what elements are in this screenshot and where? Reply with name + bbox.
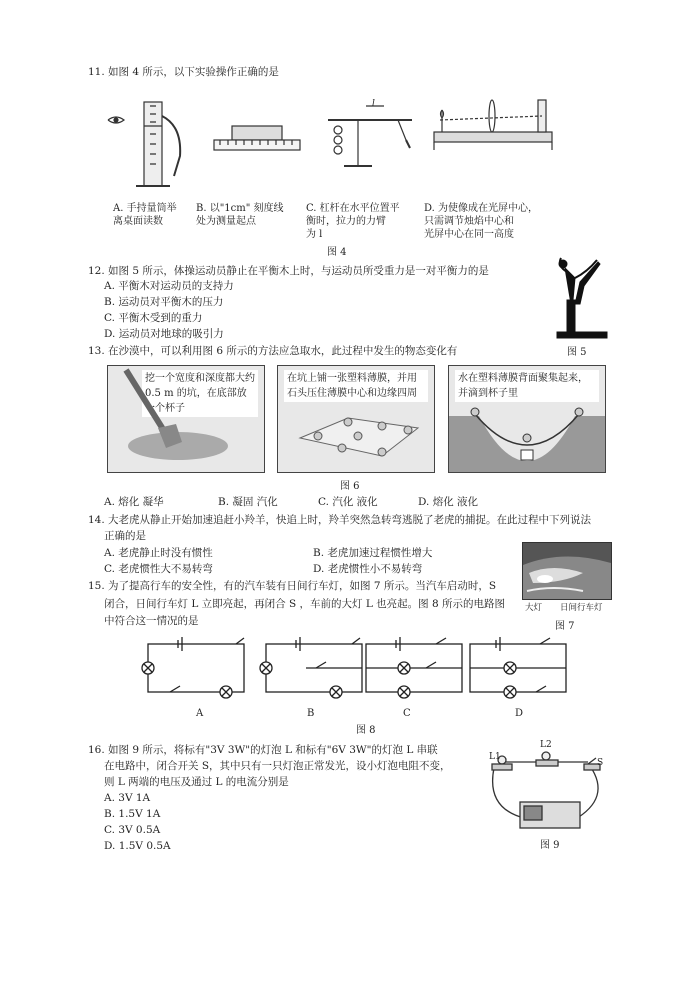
circuit-label-d: D (515, 708, 524, 719)
q11-option-b: B. 以"1cm" 刻度线 处为测量起点 (196, 203, 284, 227)
fig6-panel-2 (277, 365, 435, 473)
figure-8-caption: 图 8 (356, 725, 376, 736)
pit-cross-section-icon (449, 366, 605, 472)
q15-stem-line-1: 15. 为了提高行车的安全性，有的汽车装有日间行车灯，如图 7 所示。当汽车启动时，S (88, 580, 497, 592)
graduated-cylinder-icon (108, 102, 180, 186)
q11-stem: 11. 如图 4 所示，以下实验操作正确的是 (88, 66, 279, 78)
q16-option-a: A. 3V 1A (104, 792, 151, 804)
q13-option-a: A. 熔化 凝华 (104, 496, 164, 508)
fig7-label-daytime-light: 日间行车灯 (560, 603, 603, 613)
q13-option-c: C. 汽化 液化 (318, 496, 378, 508)
fig6-panel-1-text: 挖一个宽度和深度都大约 0.5 m 的坑，在底部放一个杯子 (142, 370, 258, 417)
fig6-panel-3 (448, 365, 606, 473)
shovel-icon (108, 366, 264, 472)
circuit-label-c: C (403, 708, 411, 719)
q11-option-d: D. 为使像成在光屏中心， 只需调节烛焰中心和 光屏中心在同一高度 (424, 203, 539, 240)
q12-option-b: B. 运动员对平衡木的压力 (104, 296, 224, 308)
q14-stem-line-2: 正确的是 (104, 530, 146, 542)
q13-stem: 13. 在沙漠中，可以利用图 6 所示的方法应急取水，此过程中发生的物态变化有 (88, 345, 458, 357)
ruler-icon (214, 126, 300, 150)
q14-stem-line-1: 14. 大老虎从静止开始加速追赶小羚羊，快追上时，羚羊突然急转弯逃脱了老虎的捕捉。在此过程中下列说法 (88, 514, 592, 526)
q16-option-d: D. 1.5V 0.5A (104, 840, 171, 852)
fig7-label-headlight: 大灯 (525, 603, 543, 613)
figure-4-caption: 图 4 (327, 247, 347, 258)
q16-stem-line-1: 16. 如图 9 所示，将标有"3V 3W"的灯泡 L 和标有"6V 3W"的灯泡 L 串联 (88, 744, 438, 756)
q14-option-b: B. 老虎加速过程惯性增大 (313, 547, 433, 559)
circuit-label-a: A (196, 708, 204, 719)
q12-option-a: A. 平衡木对运动员的支持力 (104, 280, 234, 292)
figure-6-caption: 图 6 (340, 481, 360, 492)
q12-option-d: D. 运动员对地球的吸引力 (104, 328, 224, 340)
fig9-label-l1: L1 (489, 752, 501, 762)
q14-option-a: A. 老虎静止时没有惯性 (104, 547, 213, 559)
q16-option-b: B. 1.5V 1A (104, 808, 161, 820)
figure-8-circuits (140, 628, 580, 708)
plastic-film-icon (278, 366, 434, 472)
car-photo (522, 542, 612, 600)
q11-option-c: C. 杠杆在水平位置平 衡时，拉力的力臂 为 l (306, 203, 400, 240)
q13-option-b: B. 凝固 汽化 (218, 496, 278, 508)
q16-option-c: C. 3V 0.5A (104, 824, 161, 836)
figure-5-caption: 图 5 (567, 347, 587, 358)
circuit-label-b: B (307, 708, 315, 719)
fig6-panel-1 (107, 365, 265, 473)
q12-option-c: C. 平衡木受到的重力 (104, 312, 203, 324)
optical-bench-icon (434, 100, 552, 150)
fig9-label-s: S (597, 758, 604, 768)
figure-9-circuit-photo (484, 738, 614, 834)
q13-option-d: D. 熔化 液化 (418, 496, 479, 508)
car-headlight-icon (523, 543, 611, 599)
figure-9-caption: 图 9 (540, 840, 560, 851)
q15-stem-line-2: 闭合，日间行车灯 L 立即亮起，再闭合 S ，车前的大灯 L 也亮起。图 8 所示的电路图 (104, 598, 506, 610)
fig6-panel-2-text: 在坑上铺一张塑料薄膜，并用石头压住薄膜中心和边缘四周 (284, 370, 428, 402)
q12-stem: 12. 如图 5 所示，体操运动员静止在平衡木上时，与运动员所受重力是一对平衡力的是 (88, 265, 489, 277)
q14-option-d: D. 老虎惯性小不易转弯 (313, 563, 423, 575)
gymnast-silhouette-icon (553, 256, 613, 340)
fig6-panel-3-text: 水在塑料薄膜背面聚集起来，并滴到杯子里 (455, 370, 599, 402)
q16-stem-line-2: 在电路中，闭合开关 S，其中只有一只灯泡正常发光，设小灯泡电阻不变， (104, 760, 451, 772)
fig9-label-l2: L2 (540, 740, 552, 750)
figure-7-caption: 图 7 (555, 621, 575, 632)
q15-stem-line-3: 中符合这一情况的是 (104, 615, 199, 627)
lever-arm-label: l (372, 99, 375, 109)
lever-icon (328, 106, 412, 166)
q14-option-c: C. 老虎惯性大不易转弯 (104, 563, 213, 575)
figure-4-drawings (100, 96, 580, 196)
q11-option-a: A. 手持量筒举 离桌面读数 (113, 203, 177, 227)
q16-stem-line-3: 则 L 两端的电压及通过 L 的电流分别是 (104, 776, 289, 788)
